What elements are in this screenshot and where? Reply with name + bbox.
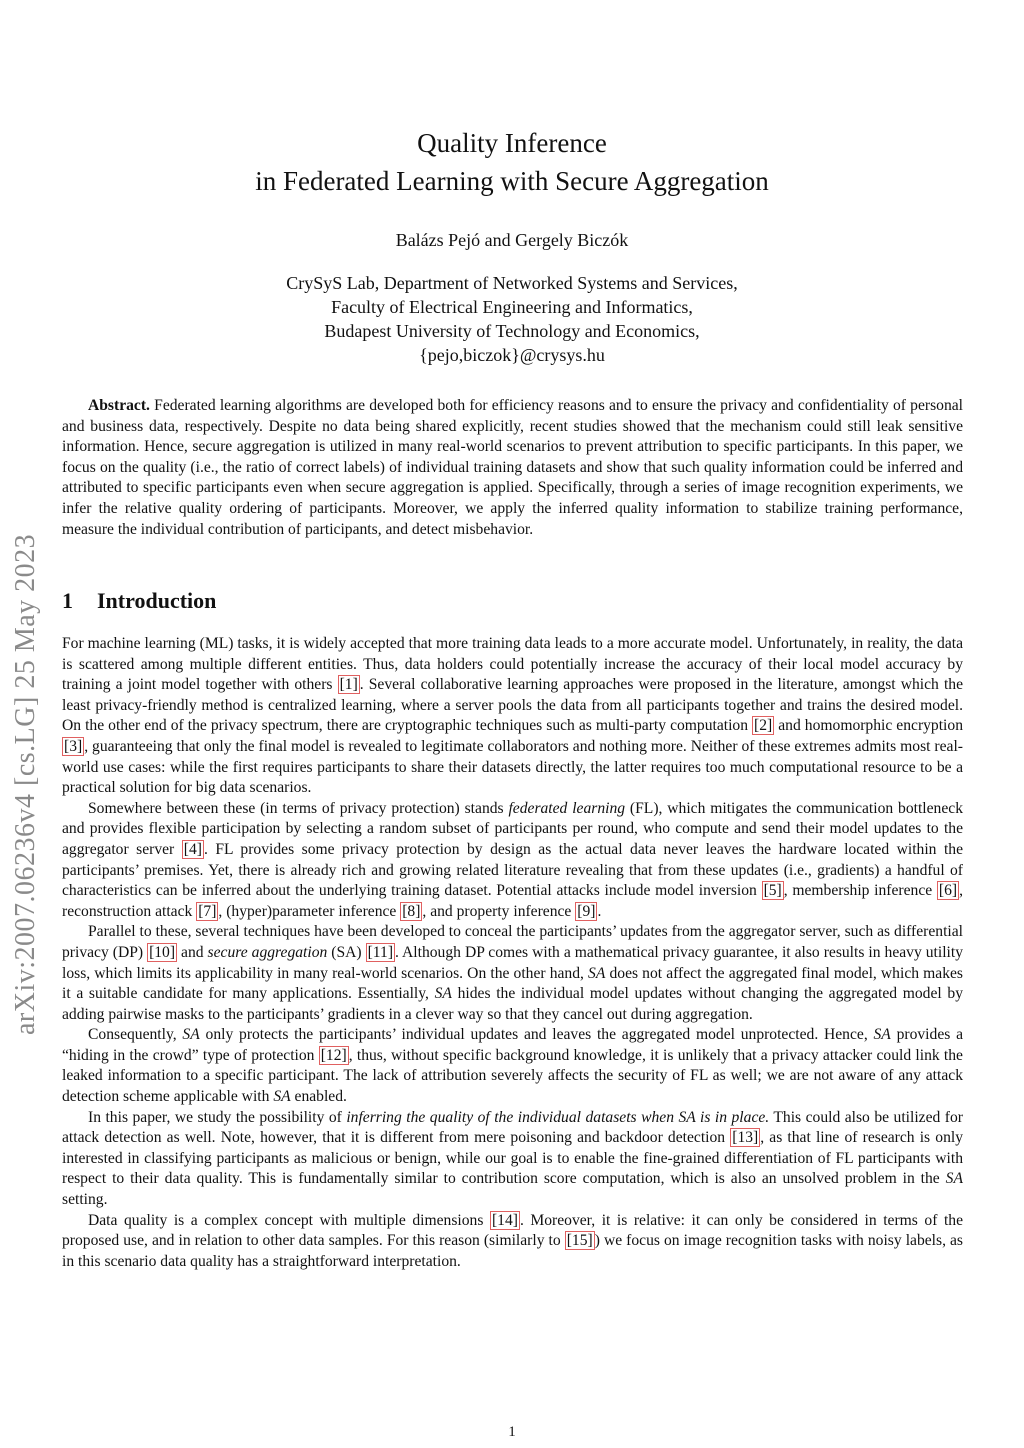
text-run: does not affect the aggregated final model, which makes it a suitable candidate for many applications. Essentially, — [62, 964, 963, 1003]
paragraph-2 — [62, 799, 963, 923]
text-run: , thus, without specific background knowledge, it is unlikely that a privacy attacker could link the leaked information to a specific participant. The lack of attribution severely affects the security of FL as well; we are not aware of any attack detection scheme applicable with — [62, 1046, 963, 1106]
text-run: Data quality is a complex concept with multiple dimensions — [88, 1211, 490, 1229]
text-run: In this paper, we study the possibility of — [88, 1108, 347, 1126]
text-run: and — [177, 943, 208, 961]
emphasis: SA — [273, 1088, 291, 1106]
text-run: . Moreover, it is relative: it can only be considered in terms of the proposed use, and in relation to other data samples. For this reason (similarly to — [62, 1211, 964, 1250]
text-run: and homomorphic encryption — [774, 717, 963, 735]
paragraph-1 — [62, 634, 963, 799]
title-block — [0, 124, 1024, 367]
affiliation — [0, 271, 1024, 367]
text-run: , guaranteeing that only the final model is revealed to legitimate collaborators and nothing more. Neither of these extremes admits most real-world use cases: while the first requires participants to share their datasets directly, the latter requires too much computational resource to be a practical solution for big data scenarios. — [62, 737, 963, 797]
text-run: . — [597, 902, 602, 920]
text-run: , reconstruction attack — [62, 882, 963, 920]
text-run: (SA) — [327, 943, 366, 961]
text-run: only protects the participants’ individual updates and leaves the aggregated model unprotected. Hence, — [199, 1026, 874, 1044]
text-run: Somewhere between these (in terms of privacy protection) stands — [88, 799, 509, 817]
citation-link[interactable]: [1] — [339, 676, 358, 694]
text-run: provides a “hiding in the crowd” type of protection — [62, 1026, 963, 1064]
text-run: For machine learning (ML) tasks, it is widely accepted that more training data leads to a more accurate model. Unfortunately, in reality, the data is scattered among multiple different entities. Thus, data holders could potentially increase the accuracy of their local model accuracy by training a joint model together with others — [62, 635, 963, 694]
introduction-body — [62, 634, 963, 1272]
text-run: This could also be utilized for attack detection as well. Note, however, that it is different from mere poisoning and backdoor detection — [62, 1108, 963, 1147]
text-run: . FL provides some privacy protection by design as the actual data never leaves the hardware located within the participants’ premises. Yet, there is already rich and growing related literature revealing that from these updates (i.e., gradients) a handful of characteristics can be inferred about the underlying training dataset. Potential attacks include model inversion — [62, 840, 963, 900]
abstract-text: Federated learning algorithms are developed both for efficiency reasons and to ensure the privacy and confidentiality of personal and business data, respectively. Despite no data being shared explicitly, recent studies showed that the mechanism could still leak sensitive information. Hence, secure aggregation is utilized in many real-world scenarios to prevent attribution to specific participants. In this paper, we focus on the quality (i.e., the ratio of correct labels) of individual training datasets and show that such quality information could be inferred and attributed to specific participants even when secure aggregation is applied. Specifically, through a series of image recognition experiments, we infer the relative quality ordering of participants. Moreover, we apply the inferred quality information to stabilize training performance, measure the individual contribution of participants, and detect misbehavior. — [62, 397, 963, 538]
paragraph-4 — [62, 1025, 963, 1107]
arxiv-identifier: arXiv:2007.06236v4 [cs.LG] 25 May 2023 — [10, 533, 41, 1035]
page-number: 1 — [508, 1424, 516, 1440]
paragraph-3 — [62, 922, 963, 1025]
citation-link[interactable]: [5] — [763, 882, 782, 900]
section-number: 1 — [62, 588, 73, 613]
text-run: . Although DP comes with a mathematical privacy guarantee, it also results in heavy utility loss, which limits its applicability in many real-world scenarios. On the other hand, — [62, 943, 964, 982]
paper-title — [0, 124, 1024, 200]
emphasis: SA — [434, 985, 452, 1003]
abstract — [62, 396, 963, 540]
section-title: Introduction — [97, 588, 217, 613]
emphasis: SA — [945, 1170, 963, 1188]
text-run: Parallel to these, several techniques have been developed to conceal the participants’ updates from the aggregator server, such as differential privacy (DP) — [62, 923, 963, 961]
title-line-2: in Federated Learning with Secure Aggregation — [255, 166, 769, 196]
citation-link[interactable]: [13] — [732, 1129, 759, 1147]
citation-link[interactable]: [8] — [402, 902, 421, 920]
paragraph-5 — [62, 1108, 963, 1211]
text-run: setting. — [62, 1191, 108, 1209]
abstract-label: Abstract. — [88, 397, 150, 414]
emphasis: SA — [873, 1026, 891, 1044]
text-run: , and property inference — [422, 902, 576, 920]
text-run: (FL), which mitigates the communication bottleneck and provides flexible participation by selecting a random subset of participants per round, who compute and send their model updates to the aggregator server — [62, 799, 963, 858]
citation-link[interactable]: [11] — [367, 943, 394, 961]
text-run: , membership inference — [783, 882, 937, 900]
affiliation-line-2: Faculty of Electrical Engineering and Informatics, — [331, 297, 693, 317]
text-run: Consequently, — [88, 1026, 183, 1044]
section-heading — [62, 588, 216, 614]
citation-link[interactable]: [7] — [198, 902, 217, 920]
text-run: ) we focus on image recognition tasks with noisy labels, as in this scenario data quality has a straightforward interpretation. — [62, 1232, 963, 1270]
citation-link[interactable]: [2] — [754, 717, 773, 735]
author-email: {pejo,biczok}@crysys.hu — [419, 345, 605, 365]
citation-link[interactable]: [15] — [566, 1232, 593, 1250]
emphasis: SA — [182, 1026, 200, 1044]
citation-link[interactable]: [4] — [183, 840, 202, 858]
citation-link[interactable]: [14] — [491, 1211, 518, 1229]
title-line-1: Quality Inference — [417, 128, 607, 158]
text-run: . Several collaborative learning approaches were proposed in the literature, amongst which the least privacy-friendly method is centralized learning, where a server pools the data from all participants together and trains the desired model. On the other end of the privacy spectrum, there are cryptographic techniques such as multi-party computation — [62, 676, 963, 735]
citation-link[interactable]: [9] — [577, 902, 596, 920]
authors: Balázs Pejó and Gergely Biczók — [395, 230, 629, 250]
emphasis: secure aggregation — [207, 943, 328, 961]
citation-link[interactable]: [10] — [149, 943, 176, 961]
affiliation-line-1: CrySyS Lab, Department of Networked Systems and Services, — [286, 273, 738, 293]
emphasis: inferring the quality of the individual datasets when SA is in place. — [346, 1108, 770, 1126]
text-run: , as that line of research is only interested in classifying participants as malicious or benign, while our goal is to enable the fine-grained differentiation of FL participants with respect to their data quality. This is fundamentally similar to contribution score computation, which is also an unsolved problem in the — [62, 1129, 964, 1188]
affiliation-line-3: Budapest University of Technology and Economics, — [324, 321, 700, 341]
citation-link[interactable]: [6] — [938, 882, 958, 900]
text-run: hides the individual model updates without changing the aggregated model by adding pairwise masks to the participants’ gradients in a clever way so that they cancel out during aggregation. — [62, 985, 963, 1023]
paragraph-6 — [62, 1211, 963, 1273]
text-run: enabled. — [290, 1088, 347, 1106]
emphasis: federated learning — [508, 799, 626, 817]
citation-link[interactable]: [12] — [320, 1046, 347, 1064]
text-run: , (hyper)parameter inference — [218, 902, 401, 920]
emphasis: SA — [588, 964, 606, 982]
citation-link[interactable]: [3] — [64, 737, 83, 755]
